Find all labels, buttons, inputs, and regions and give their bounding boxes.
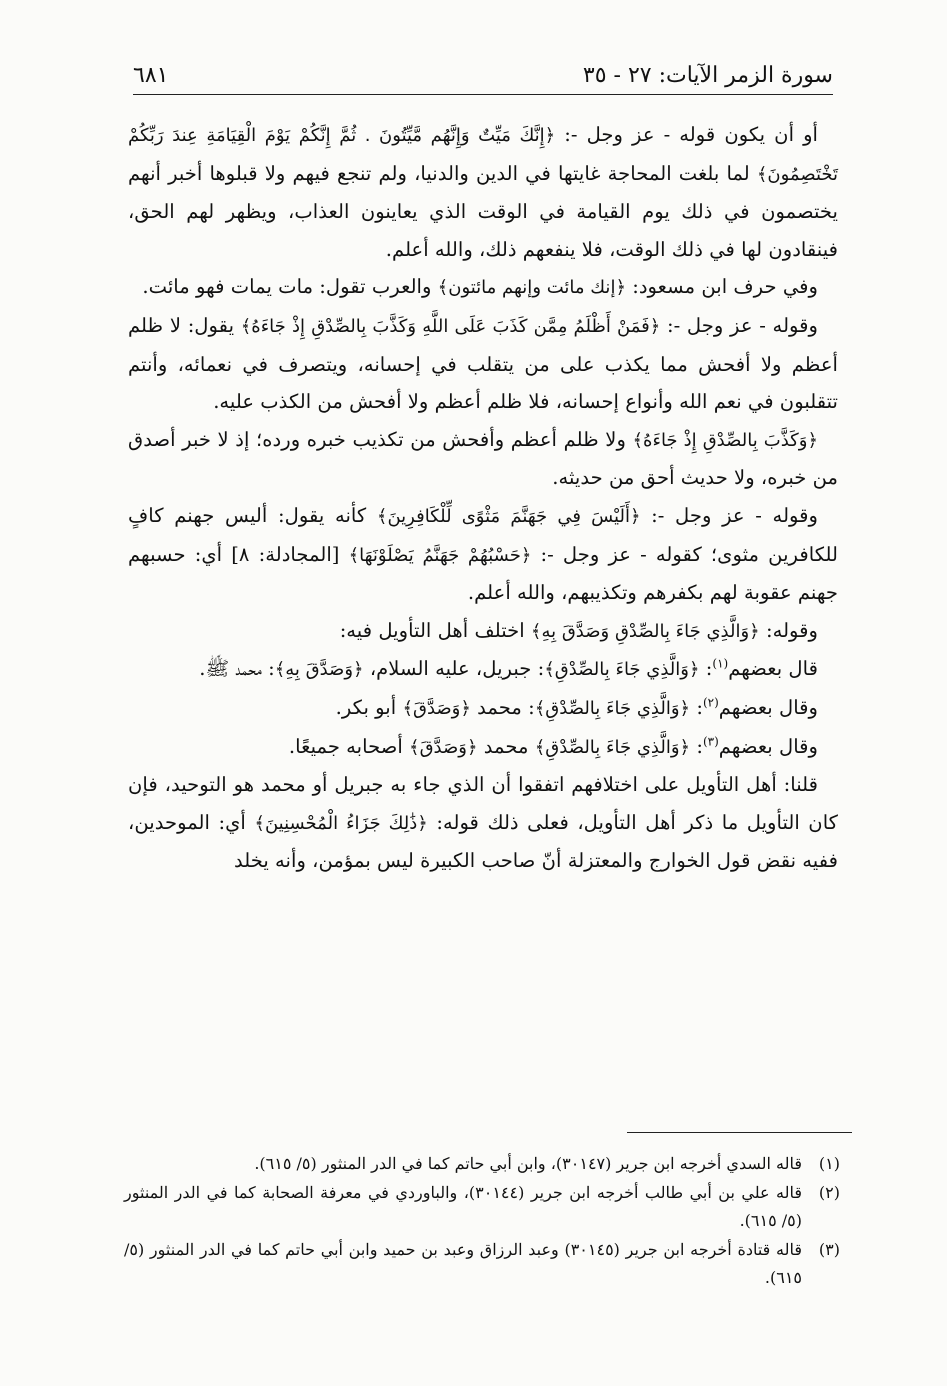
- paragraph: [128, 421, 838, 497]
- page-number: ٦٨١: [133, 63, 169, 88]
- footnotes: [124, 1150, 840, 1293]
- quran-verse: ﴿وَصَدَّقَ﴾: [409, 736, 478, 758]
- footnote: [124, 1150, 840, 1179]
- quran-verse: ﴿إنك مائت وإنهم مائتون﴾: [437, 277, 626, 299]
- quran-verse: ﴿أَلَيْسَ فِي جَهَنَّمَ مَثْوًى لِّلْكَافِرِينَ﴾: [376, 505, 641, 527]
- paragraph-text: وفي حرف ابن مسعود:: [626, 275, 818, 299]
- footnote-number: (١): [818, 1154, 840, 1173]
- footnote: [124, 1179, 840, 1236]
- paragraph-text: : جبريل، عليه السلام،: [363, 657, 545, 681]
- footnote: [124, 1236, 840, 1293]
- paragraph-text: وقوله - عز وجل -:: [640, 503, 818, 527]
- paragraph-text: أو أن يكون قوله - عز وجل -:: [555, 123, 818, 146]
- paragraph-text: أبو بكر.: [335, 695, 403, 719]
- quran-verse: ﴿وَالَّذِي جَاءَ بِالصِّدْقِ﴾: [534, 697, 691, 719]
- paragraph-text: وقال بعضهم: [718, 734, 818, 758]
- footnote-marker: (١): [712, 656, 729, 671]
- paragraph-text: : محمد: [470, 695, 535, 719]
- paragraph-text: أي: الموحدين، ففيه نقض قول الخوارج والمعتزلة أنّ صاحب الكبيرة ليس بمؤمن، وأنه يخلد: [128, 810, 838, 873]
- paragraph-text: وقال بعضهم: [718, 695, 818, 719]
- quran-verse: ﴿وَصَدَّقَ﴾: [402, 697, 471, 719]
- paragraph-text: وقوله - عز وجل -:: [660, 313, 818, 337]
- footnote-separator: [627, 1132, 852, 1133]
- quran-verse: ﴿وَكَذَّبَ بِالصِّدْقِ إِذْ جَاءَهُ﴾: [632, 429, 818, 451]
- footnote-text: قاله السدي أخرجه ابن جرير (٣٠١٤٧)، وابن أبي حاتم كما في الدر المنثور (٥/ ٦١٥).: [254, 1154, 802, 1173]
- footnote-text: قاله علي بن أبي طالب أخرجه ابن جرير (٣٠١٤٤)، والباوردي في معرفة الصحابة كما في الدر المنثور (٥/ ٦١٥).: [124, 1182, 803, 1230]
- paragraph-text: [المجادلة: ٨] أي: حسبهم جهنم عقوبة لهم بكفرهم وتكذيبهم، والله أعلم.: [128, 542, 838, 605]
- paragraph: [128, 268, 838, 307]
- surah-title: سورة الزمر الآيات: ٢٧ - ٣٥: [582, 63, 833, 88]
- paragraph: [128, 766, 838, 880]
- quran-verse: ﴿وَصَدَّقَ بِهِ﴾: [274, 659, 364, 681]
- quran-verse: ﴿إِنَّكَ مَيِّتٌ وَإِنَّهُم مَّيِّتُونَ . ثُمَّ إِنَّكُمْ يَوْمَ الْقِيَامَةِ عِندَ رَبِّكُمْ تَخْتَصِمُونَ﴾: [128, 125, 838, 185]
- paragraph-text: يقول: لا ظلم أعظم ولا أفحش مما يكذب على من يتقلب في إحسانه، ويتصرف في نعمائه، وأنتم تتقلبون في نعم الله وأنواع إحسانه، فلا ظلم أعظم ولا أفحش من الكذب عليه.: [128, 313, 838, 414]
- quran-verse: ﴿حَسْبُهُمْ جَهَنَّمُ يَصْلَوْنَهَا﴾: [348, 544, 532, 566]
- quran-verse: ﴿وَالَّذِي جَاءَ بِالصِّدْقِ وَصَدَّقَ بِهِ﴾: [530, 620, 760, 642]
- paragraph-text: أصحابه جميعًا.: [288, 734, 410, 758]
- paragraph: [128, 650, 838, 689]
- paragraph-text: :: [690, 734, 703, 758]
- paragraph-text: :: [699, 657, 713, 681]
- paragraph-text: : محمد ﷺ.: [199, 657, 275, 681]
- paragraph-text: كأنه يقول: أليس جهنم كافٍ للكافرين مثوى؛ كقوله - عز وجل -:: [128, 503, 838, 566]
- paragraph: [128, 689, 838, 728]
- paragraph-text: قلنا: أهل التأويل على اختلافهم اتفقوا أن الذي جاء به جبريل أو محمد هو التوحيد، فإن كان التأويل ما ذكر أهل التأويل، فعلى ذلك قوله:: [128, 773, 838, 834]
- footnote-number: (٢): [818, 1182, 840, 1202]
- paragraph: [128, 612, 838, 651]
- paragraph: [128, 497, 838, 612]
- quran-verse: ﴿ذَٰلِكَ جَزَاءُ الْمُحْسِنِينَ﴾: [254, 812, 428, 834]
- paragraph: [128, 116, 838, 268]
- paragraph-text: اختلف أهل التأويل فيه:: [339, 618, 531, 642]
- quran-verse: ﴿فَمَنْ أَظْلَمُ مِمَّن كَذَبَ عَلَى اللَّهِ وَكَذَّبَ بِالصِّدْقِ إِذْ جَاءَهُ﴾: [240, 315, 661, 337]
- running-header: [133, 55, 833, 95]
- main-text: [128, 116, 838, 880]
- paragraph-text: والعرب تقول: مات يمات فهو مائت.: [142, 275, 438, 299]
- footnote-marker: (٢): [702, 695, 719, 710]
- paragraph-text: قال بعضهم: [728, 657, 818, 681]
- paragraph-text: :: [690, 695, 703, 719]
- paragraph-text: وقوله:: [759, 618, 818, 642]
- quran-verse: ﴿وَالَّذِي جَاءَ بِالصِّدْقِ﴾: [544, 659, 700, 681]
- quran-verse: ﴿وَالَّذِي جَاءَ بِالصِّدْقِ﴾: [534, 736, 691, 758]
- paragraph-text: محمد: [477, 734, 535, 758]
- footnote-text: قاله قتادة أخرجه ابن جرير (٣٠١٤٥) وعبد الرزاق وعبد بن حميد وابن أبي حاتم كما في الدر المنثور (٥/ ٦١٥).: [124, 1239, 802, 1287]
- paragraph-text: لما بلغت المحاجة غايتها في الدين والدنيا، ولم تنجع فيهم ولا قبلوها أخبر أنهم يختصمون في ذلك يوم القيامة في الوقت الذي يعاينون العذاب، ويظهر لهم الحق، فينقادون لها في ذلك الوقت، فلا ينفعهم ذلك، والله أعلم.: [128, 161, 838, 261]
- footnote-marker: (٣): [702, 733, 719, 748]
- paragraph: [128, 307, 838, 421]
- paragraph: [128, 728, 838, 767]
- paragraph-text: ولا ظلم أعظم وأفحش من تكذيب خبره ورده؛ إذ لا خبر أصدق من خبره، ولا حديث أحق من حديثه.: [128, 427, 838, 490]
- footnote-number: (٣): [818, 1239, 840, 1259]
